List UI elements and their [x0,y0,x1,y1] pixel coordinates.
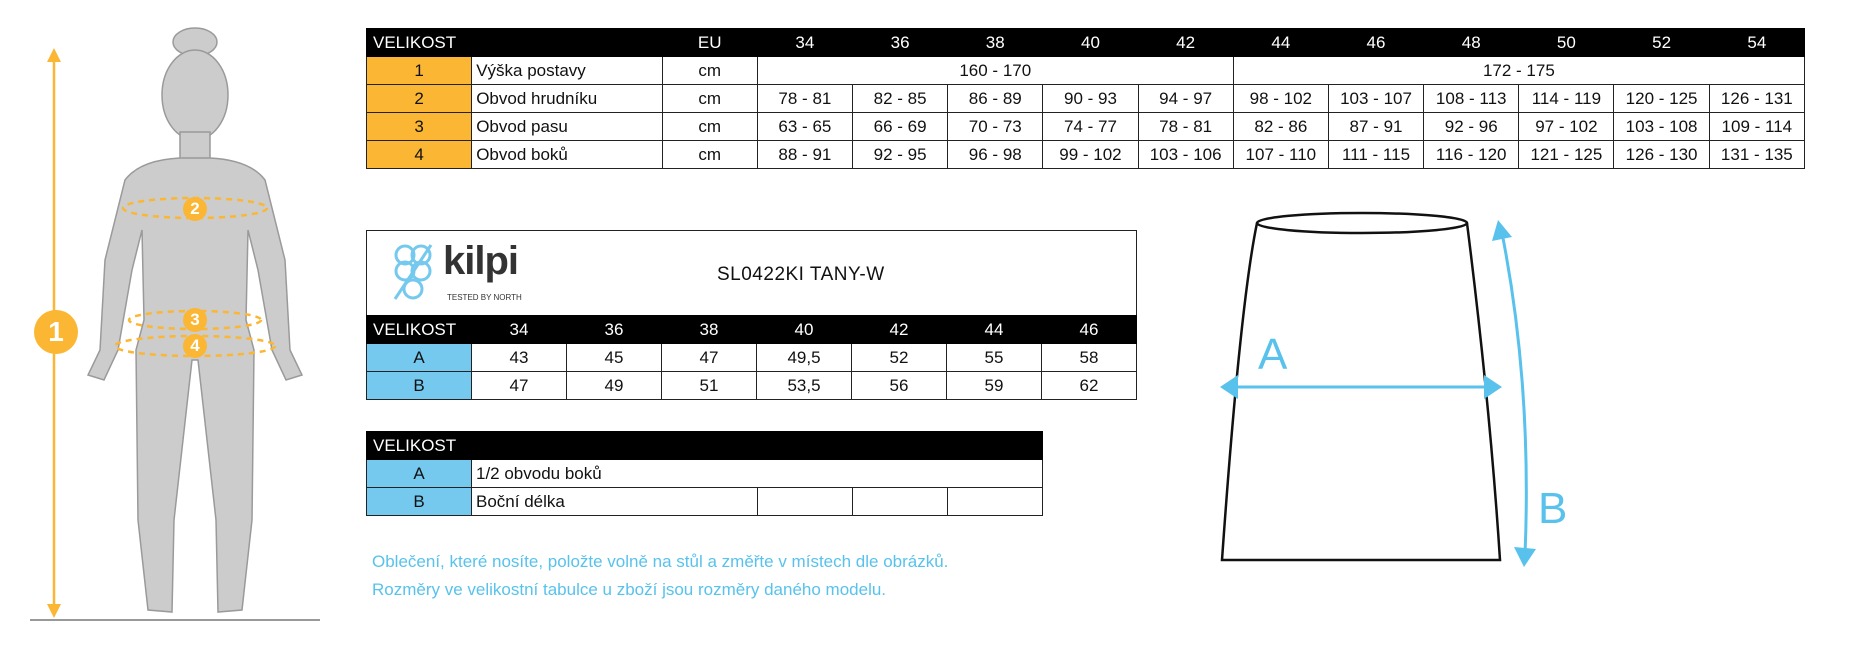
table-row [367,85,1805,113]
value-cell: 172 - 175 [1233,57,1804,85]
row-label: Obvod boků [472,141,662,169]
value-cell: 98 - 102 [1233,85,1328,113]
value-cell: 59 [947,372,1042,400]
table-row [367,488,1043,516]
header-cell: 46 [1328,29,1423,57]
brand-tagline: TESTED BY NORTH [447,293,522,302]
figure-marker-1: 1 [34,310,78,354]
header-cell: 54 [1709,29,1804,57]
value-cell: 66 - 69 [852,113,947,141]
value-cell: 70 - 73 [948,113,1043,141]
value-cell: 49,5 [757,344,852,372]
header-cell: 34 [757,29,852,57]
brand-logo-text: kilpi [443,239,519,283]
row-label: Obvod hrudníku [472,85,662,113]
table-row [367,344,1137,372]
value-cell: 92 - 96 [1424,113,1519,141]
header-cell: 40 [757,316,852,344]
model-name: SL0422KI TANY-W [717,264,885,285]
value-cell: 62 [1042,372,1137,400]
header-cell: 50 [1519,29,1614,57]
empty-cell [853,488,948,516]
header-cell: 38 [948,29,1043,57]
header-cell: 52 [1614,29,1709,57]
size-table-header [367,29,1805,57]
value-cell: 108 - 113 [1424,85,1519,113]
figure-marker-3: 3 [183,308,207,332]
empty-cell [948,488,1043,516]
value-cell: 114 - 119 [1519,85,1614,113]
empty-cell [758,488,853,516]
value-cell: 78 - 81 [757,85,852,113]
unit-cell: cm [662,141,757,169]
value-cell: 58 [1042,344,1137,372]
legend-table [366,431,1043,516]
header-cell: 40 [1043,29,1138,57]
value-cell: 52 [852,344,947,372]
row-number: 2 [367,85,472,113]
value-cell: 92 - 95 [852,141,947,169]
value-cell: 99 - 102 [1043,141,1138,169]
value-cell: 131 - 135 [1709,141,1804,169]
header-cell: 44 [947,316,1042,344]
value-cell: 107 - 110 [1233,141,1328,169]
header-cell: EU [662,29,757,57]
table-row [367,57,1805,85]
value-cell: 74 - 77 [1043,113,1138,141]
value-cell: 94 - 97 [1138,85,1233,113]
header-cell: VELIKOST [367,316,472,344]
header-cell: 36 [852,29,947,57]
header-cell: VELIKOST [367,432,472,460]
row-description: 1/2 obvodu boků [472,460,1043,488]
value-cell: 86 - 89 [948,85,1043,113]
skirt-label-a: A [1258,330,1288,379]
product-table [366,315,1137,400]
value-cell: 45 [567,344,662,372]
value-cell: 97 - 102 [1519,113,1614,141]
row-description: Boční délka [472,488,758,516]
header-cell [472,432,1043,460]
value-cell: 160 - 170 [757,57,1233,85]
skirt-label-b: B [1538,484,1568,533]
value-cell: 120 - 125 [1614,85,1709,113]
value-cell: 53,5 [757,372,852,400]
value-cell: 111 - 115 [1328,141,1423,169]
header-cell: 38 [662,316,757,344]
header-cell: 36 [567,316,662,344]
value-cell: 82 - 86 [1233,113,1328,141]
value-cell: 47 [662,344,757,372]
figure-marker-2: 2 [183,197,207,221]
value-cell: 78 - 81 [1138,113,1233,141]
value-cell: 87 - 91 [1328,113,1423,141]
header-cell: 42 [852,316,947,344]
header-cell: 46 [1042,316,1137,344]
size-table [366,28,1805,169]
table-row [367,460,1043,488]
value-cell: 103 - 107 [1328,85,1423,113]
value-cell: 51 [662,372,757,400]
unit-cell: cm [662,57,757,85]
table-row [367,141,1805,169]
value-cell: 126 - 130 [1614,141,1709,169]
row-label: A [367,460,472,488]
value-cell: 96 - 98 [948,141,1043,169]
value-cell: 103 - 106 [1138,141,1233,169]
value-cell: 47 [472,372,567,400]
value-cell: 49 [567,372,662,400]
unit-cell: cm [662,85,757,113]
row-label: Obvod pasu [472,113,662,141]
value-cell: 121 - 125 [1519,141,1614,169]
row-label: B [367,372,472,400]
product-table-header [367,316,1137,344]
value-cell: 116 - 120 [1424,141,1519,169]
row-number: 4 [367,141,472,169]
value-cell: 63 - 65 [757,113,852,141]
value-cell: 56 [852,372,947,400]
header-cell: 44 [1233,29,1328,57]
instruction-note: Rozměry ve velikostní tabulce u zboží jsou rozměry daného modelu. [372,580,887,599]
value-cell: 109 - 114 [1709,113,1804,141]
header-cell: 42 [1138,29,1233,57]
value-cell: 55 [947,344,1042,372]
value-cell: 126 - 131 [1709,85,1804,113]
row-label: Výška postavy [472,57,662,85]
header-cell: VELIKOST [367,29,663,57]
table-row [367,113,1805,141]
header-cell: 34 [472,316,567,344]
row-label: B [367,488,472,516]
instruction-note: Oblečení, které nosíte, položte volně na stůl a změřte v místech dle obrázků. [372,552,949,571]
value-cell: 88 - 91 [757,141,852,169]
figure-marker-4: 4 [183,334,207,358]
value-cell: 82 - 85 [852,85,947,113]
row-number: 1 [367,57,472,85]
legend-table-header [367,432,1043,460]
value-cell: 43 [472,344,567,372]
brand-header [366,230,1137,316]
table-row [367,372,1137,400]
value-cell: 90 - 93 [1043,85,1138,113]
row-number: 3 [367,113,472,141]
unit-cell: cm [662,113,757,141]
header-cell: 48 [1424,29,1519,57]
value-cell: 103 - 108 [1614,113,1709,141]
row-label: A [367,344,472,372]
